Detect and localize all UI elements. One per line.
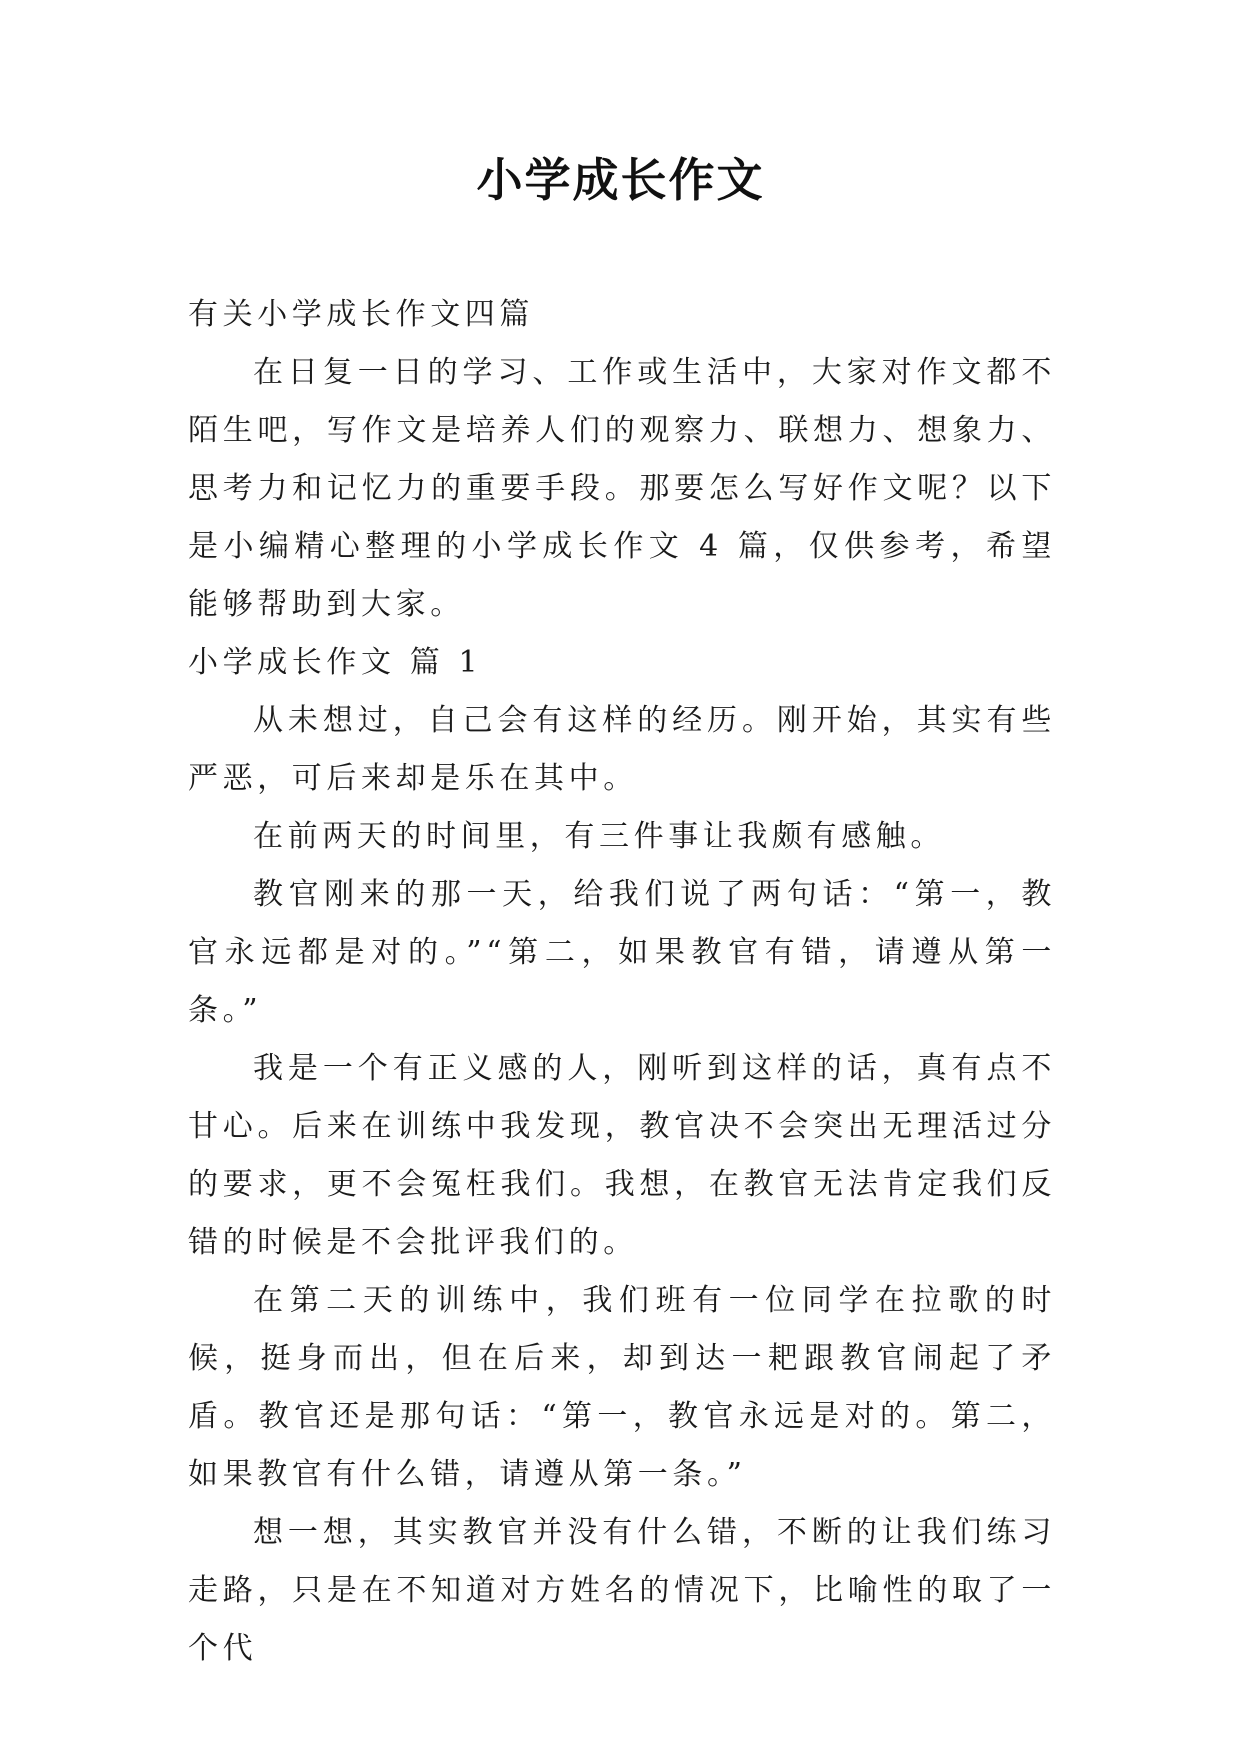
body-paragraph: 教官刚来的那一天，给我们说了两句话：“第一，教官永远都是对的。”“第二，如果教官有错，请遵从第一条。” (188, 877, 1056, 1028)
section-heading-1: 小学成长作文 篇 1 (188, 645, 483, 680)
intro-paragraph: 在日复一日的学习、工作或生活中，大家对作文都不陌生吧，写作文是培养人们的观察力、联想力、想象力、思考力和记忆力的重要手段。那要怎么写好作文呢？以下是小编精心整理的小学成长作文 4 篇，仅供参考，希望能够帮助到大家。 (188, 355, 1056, 622)
document-body (188, 286, 1056, 1678)
body-paragraph: 在前两天的时间里，有三件事让我颇有感触。 (253, 819, 945, 854)
body-paragraph: 在第二天的训练中，我们班有一位同学在拉歌的时候，挺身而出，但在后来，却到达一耙跟教官闹起了矛盾。教官还是那句话：“第一，教官永远是对的。第二，如果教官有什么错，请遵从第一条。” (188, 1283, 1056, 1492)
body-paragraph: 我是一个有正义感的人，刚听到这样的话，真有点不甘心。后来在训练中我发现，教官决不会突出无理活过分的要求，更不会冤枉我们。我想，在教官无法肯定我们反错的时候是不会批评我们的。 (188, 1051, 1056, 1260)
body-paragraph: 想一想，其实教官并没有什么错，不断的让我们练习走路，只是在不知道对方姓名的情况下，比喻性的取了一个代 (188, 1515, 1056, 1666)
document-title: 小学成长作文 (476, 153, 765, 207)
subtitle-heading: 有关小学成长作文四篇 (188, 297, 534, 332)
body-paragraph: 从未想过，自己会有这样的经历。刚开始，其实有些严恶，可后来却是乐在其中。 (188, 703, 1056, 796)
